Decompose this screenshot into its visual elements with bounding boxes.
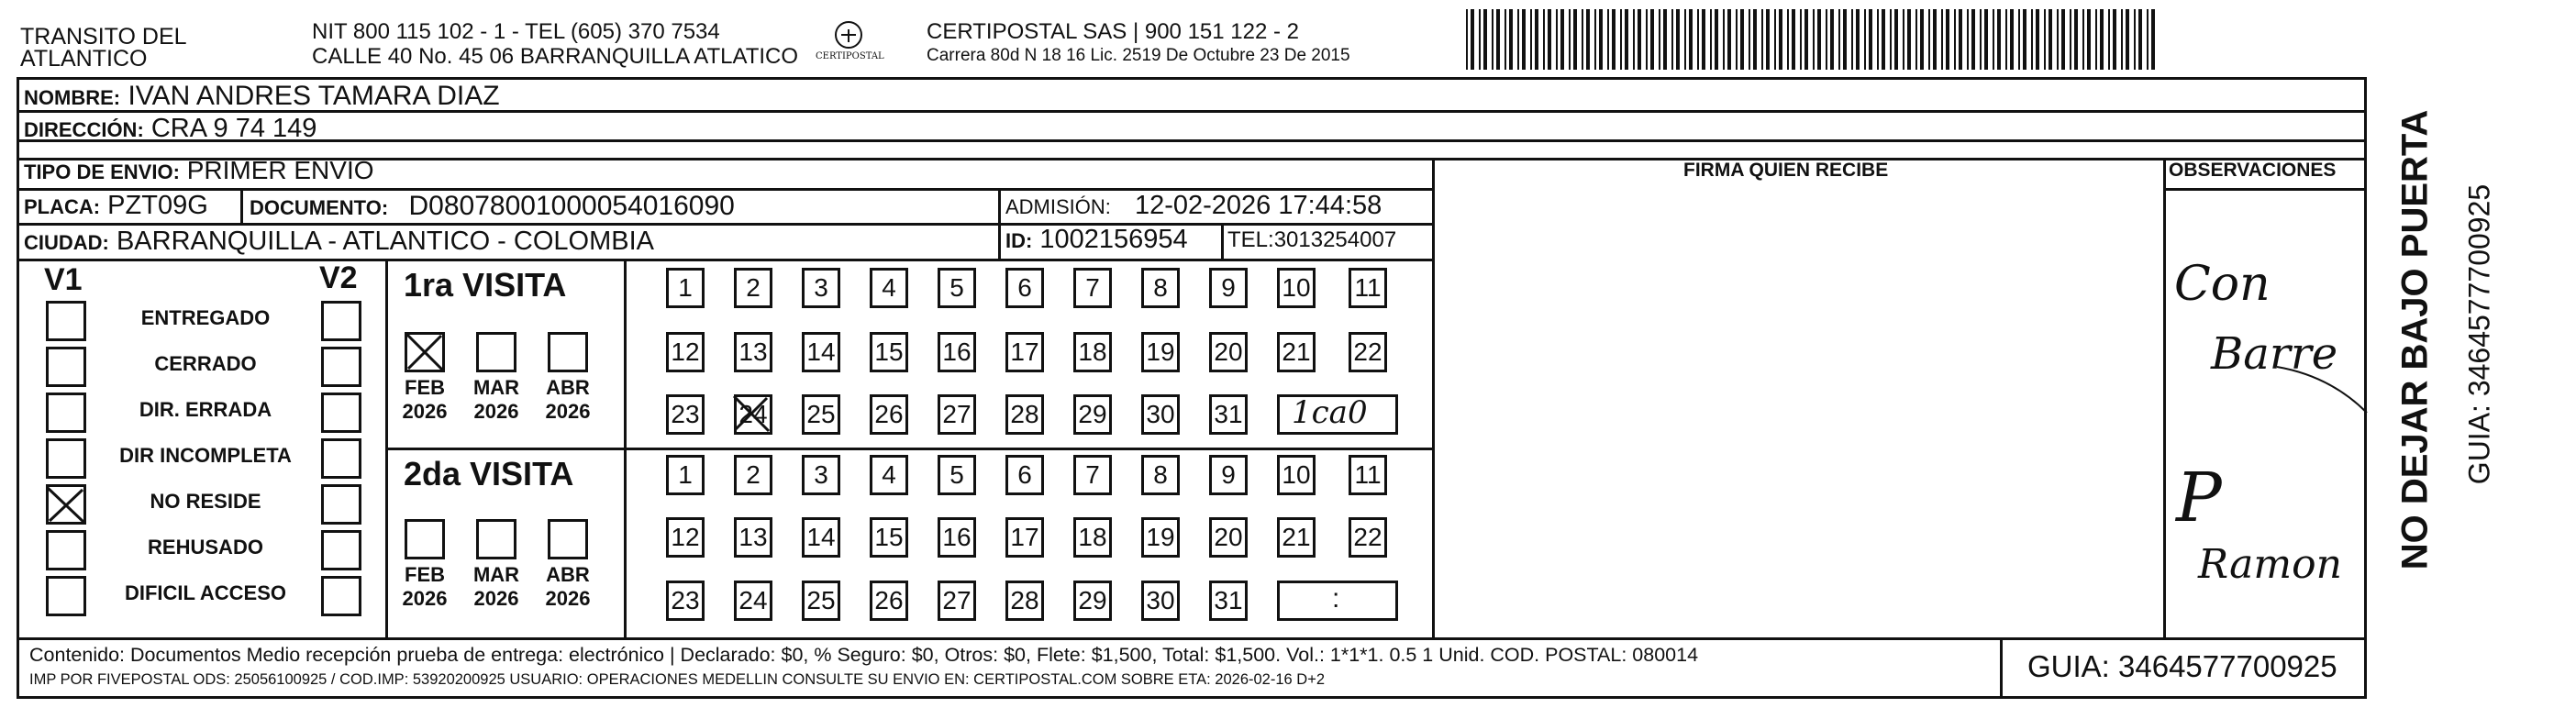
barcode-bar (1792, 9, 1795, 70)
barcode-bar (2036, 9, 2039, 70)
barcode-bar (2108, 9, 2110, 70)
barcode-bar (1851, 9, 1853, 70)
id-field (1005, 225, 1188, 255)
footer-contents: Contenido: Documentos Medio recepción prueba de entrega: electrónico | Declarado: $0, % Seguro: $0, Otros: $0, Flete: $1,500, Total: $1,500. Vol.: 1*1*1. 0.5 1 Unid. COD. POSTAL: 080014 (29, 644, 1699, 666)
visit1-day-box[interactable]: 24 (734, 394, 772, 435)
v1-checkbox[interactable] (46, 438, 86, 479)
barcode-bar (1954, 9, 1956, 70)
visit1-day-box[interactable]: 23 (666, 394, 705, 435)
visit1-day-box[interactable]: 15 (870, 332, 908, 372)
visit2-day-box[interactable]: 30 (1141, 581, 1180, 621)
visit2-day-box[interactable]: 31 (1209, 581, 1248, 621)
barcode-bar (1877, 9, 1879, 70)
barcode-bar (1594, 9, 1596, 70)
city-label: CIUDAD: (24, 231, 109, 254)
name-row (24, 81, 500, 112)
visit2-day-box[interactable]: 10 (1277, 455, 1316, 495)
v2-checkbox[interactable] (321, 438, 361, 479)
barcode-bar (1535, 9, 1538, 70)
barcode-bar (2126, 9, 2129, 70)
barcode-bar (2082, 9, 2084, 70)
v1-no-reside-check-mark (44, 484, 88, 526)
v1-header: V1 (44, 262, 83, 297)
v2-checkbox[interactable] (321, 301, 361, 341)
barcode-bar (2031, 9, 2033, 70)
tel-field (1227, 227, 1396, 253)
observation-handwriting-1: Con (2174, 257, 2271, 312)
barcode-bar (2134, 9, 2136, 70)
barcode-bar (1646, 9, 1648, 70)
barcode (1466, 9, 2163, 70)
visit2-month-checkbox[interactable] (548, 519, 588, 559)
visit1-month-label: ABR (546, 376, 590, 399)
visit1-feb-check-mark (403, 330, 447, 374)
barcode-bar (1543, 9, 1545, 70)
barcode-bar (1864, 9, 1866, 70)
visit2-day-box[interactable]: 8 (1141, 455, 1180, 495)
visit2-day-box[interactable]: 28 (1005, 581, 1044, 621)
barcode-bar (1869, 9, 1872, 70)
barcode-bar (1787, 9, 1789, 70)
visit1-day-box[interactable]: 3 (802, 268, 840, 308)
barcode-bar (1894, 9, 1898, 70)
barcode-bar (2018, 9, 2020, 70)
visit1-day-box[interactable]: 11 (1349, 268, 1387, 308)
barcode-bar (1967, 9, 1969, 70)
side-text (2371, 92, 2496, 624)
barcode-bar (1971, 9, 1975, 70)
visit1-day-box[interactable]: 12 (666, 332, 705, 372)
visit2-month-year: 2026 (473, 587, 519, 610)
visit2-day-box[interactable]: 14 (802, 517, 840, 558)
observation-handwriting-2: Barre (2211, 328, 2338, 380)
visit2-day-box[interactable]: 13 (734, 517, 772, 558)
barcode-bar (1761, 9, 1763, 70)
v1-checkbox[interactable] (46, 393, 86, 433)
barcode-bar (2121, 9, 2123, 70)
barcode-bar (2074, 9, 2078, 70)
barcode-bar (1826, 9, 1827, 70)
visit2-day-box[interactable]: 25 (802, 581, 840, 621)
visit1-day-box[interactable]: 19 (1141, 332, 1180, 372)
company-name-line1: TRANSITO DEL (20, 24, 187, 50)
type-row (24, 156, 374, 185)
visit1-month-label: FEB (405, 376, 445, 399)
visit1-month-year: 2026 (402, 400, 448, 423)
barcode-bar (1736, 9, 1738, 70)
visit2-day-box[interactable]: 24 (734, 581, 772, 621)
barcode-bar (2023, 9, 2026, 70)
barcode-bar (1573, 9, 1577, 70)
visit2-day-box[interactable]: 6 (1005, 455, 1044, 495)
barcode-bar (1941, 9, 1943, 70)
side-warning: NO DEJAR BAJO PUERTA (2394, 109, 2436, 570)
barcode-bar (1492, 9, 1493, 70)
observations-header: OBSERVACIONES (2169, 160, 2337, 181)
visit2-day-box[interactable]: 17 (1005, 517, 1044, 558)
barcode-bar (1928, 9, 1930, 70)
plate-value: PZT09G (107, 191, 208, 220)
barcode-bar (1569, 9, 1571, 70)
footer-imp: IMP POR FIVEPOSTAL ODS: 25056100925 / COD.IMP: 53920200925 USUARIO: OPERACIONES MEDELLIN CONSULTE SU ENVIO EN: CERTIPOSTAL.COM SOBRE ETA: 2026-02-16 D+2 (29, 671, 1326, 688)
barcode-bar (1620, 9, 1622, 70)
document-value: D08078001000054016090 (408, 191, 735, 221)
status-label: DIR INCOMPLETA (119, 444, 292, 467)
visit2-day-box[interactable]: 1 (666, 455, 705, 495)
barcode-bar (1993, 9, 1994, 70)
document-label: DOCUMENTO: (250, 196, 389, 219)
barcode-bar (1612, 9, 1616, 70)
visit2-day-box[interactable]: 20 (1209, 517, 1248, 558)
barcode-bar (1774, 9, 1776, 70)
barcode-bar (2057, 9, 2059, 70)
barcode-bar (1843, 9, 1847, 70)
barcode-bar (2113, 9, 2116, 70)
barcode-bar (1830, 9, 1834, 70)
barcode-bar (1560, 9, 1564, 70)
id-value: 1002156954 (1039, 225, 1188, 254)
status-label: ENTREGADO (140, 306, 271, 329)
barcode-bar (1903, 9, 1904, 70)
signature-header: FIRMA QUIEN RECIBE (1683, 160, 1889, 181)
barcode-bar (1882, 9, 1885, 70)
visit2-month-year: 2026 (402, 587, 448, 610)
barcode-bar (1920, 9, 1924, 70)
visit2-day-box[interactable]: 18 (1073, 517, 1112, 558)
barcode-bar (1548, 9, 1551, 70)
barcode-bar (1715, 9, 1718, 70)
barcode-bar (1505, 9, 1506, 70)
observation-handwriting-3: P (2176, 459, 2222, 537)
visit2-day-box[interactable]: 15 (870, 517, 908, 558)
barcode-bar (1638, 9, 1641, 70)
admission-label: ADMISIÓN: (1005, 195, 1111, 218)
v2-checkbox[interactable] (321, 484, 361, 525)
barcode-bar (1779, 9, 1782, 70)
name-value: IVAN ANDRES TAMARA DIAZ (128, 81, 500, 111)
visit2-month-checkbox[interactable] (476, 519, 516, 559)
barcode-bar (1766, 9, 1770, 70)
visit2-day-box[interactable]: 21 (1277, 517, 1316, 558)
barcode-bar (1689, 9, 1693, 70)
barcode-bar (1710, 9, 1712, 70)
barcode-bar (2070, 9, 2071, 70)
barcode-bar (1997, 9, 2001, 70)
v2-checkbox[interactable] (321, 393, 361, 433)
visit1-month-checkbox[interactable] (548, 332, 588, 372)
visit2-day-box[interactable]: 22 (1349, 517, 1387, 558)
v1-checkbox[interactable] (46, 347, 86, 387)
visit2-day-box[interactable]: 3 (802, 455, 840, 495)
visit1-day-box[interactable]: 9 (1209, 268, 1248, 308)
certipostal-logo-icon (812, 17, 885, 72)
id-label: ID: (1005, 229, 1033, 252)
visit1-month-year: 2026 (473, 400, 519, 423)
visit1-day-box[interactable]: 7 (1073, 268, 1112, 308)
admission-value: 12-02-2026 17:44:58 (1134, 191, 1382, 220)
visit1-day-24-check-mark (730, 393, 772, 435)
visit2-month-year: 2026 (545, 587, 591, 610)
city-value: BARRANQUILLA - ATLANTICO - COLOMBIA (116, 227, 654, 256)
visit1-day-box[interactable]: 14 (802, 332, 840, 372)
address-row (24, 114, 316, 144)
visit2-time-placeholder: : (1332, 583, 1340, 614)
barcode-bar (1933, 9, 1937, 70)
barcode-bar (2100, 9, 2104, 70)
barcode-bar (1800, 9, 1802, 70)
barcode-bar (1556, 9, 1558, 70)
visit2-day-box[interactable]: 7 (1073, 455, 1112, 495)
address-line: CALLE 40 No. 45 06 BARRANQUILLA ATLATICO (312, 44, 799, 69)
visit2-month-label: MAR (472, 563, 520, 586)
address-label: DIRECCIÓN: (24, 118, 144, 141)
visit1-day-box[interactable]: 18 (1073, 332, 1112, 372)
barcode-bar (2010, 9, 2014, 70)
barcode-bar (1671, 9, 1673, 70)
barcode-bar (1856, 9, 1860, 70)
barcode-bar (1625, 9, 1628, 70)
status-label: REHUSADO (148, 536, 263, 559)
visit2-day-box[interactable]: 26 (870, 581, 908, 621)
visit2-month-label: FEB (405, 563, 445, 586)
barcode-bar (2147, 9, 2149, 70)
visit1-day-box[interactable]: 29 (1073, 394, 1112, 435)
type-label: TIPO DE ENVIO: (24, 160, 180, 183)
barcode-bar (1753, 9, 1757, 70)
type-value: PRIMER ENVIO (186, 156, 374, 184)
barcode-bar (1633, 9, 1635, 70)
barcode-bar (1723, 9, 1725, 70)
barcode-bar (1804, 9, 1808, 70)
barcode-bar (1676, 9, 1680, 70)
visit1-month-label: MAR (472, 376, 520, 399)
barcode-bar (1980, 9, 1982, 70)
tel-value: 3013254007 (1273, 227, 1397, 252)
barcode-bar (2151, 9, 2155, 70)
barcode-bar (2138, 9, 2142, 70)
certipostal-logo (812, 17, 885, 72)
visit2-title: 2da VISITA (404, 455, 574, 492)
v2-checkbox[interactable] (321, 347, 361, 387)
visit2-day-box[interactable]: 9 (1209, 455, 1248, 495)
barcode-bar (1522, 9, 1526, 70)
visit1-month-year: 2026 (545, 400, 591, 423)
barcode-bar (1702, 9, 1705, 70)
barcode-bar (1817, 9, 1821, 70)
visit2-day-box[interactable]: 12 (666, 517, 705, 558)
barcode-bar (1727, 9, 1731, 70)
name-label: NOMBRE: (24, 86, 121, 109)
visit2-day-box[interactable]: 16 (938, 517, 976, 558)
courier-line2: Carrera 80d N 18 16 Lic. 2519 De Octubre 23 De 2015 (927, 46, 1350, 65)
observation-scribble-line (2275, 330, 2376, 422)
barcode-bar (1586, 9, 1590, 70)
visit1-day-box[interactable]: 25 (802, 394, 840, 435)
visit1-month-checkbox[interactable] (476, 332, 516, 372)
visit2-day-box[interactable]: 27 (938, 581, 976, 621)
barcode-bar (1890, 9, 1892, 70)
barcode-bar (1740, 9, 1744, 70)
visit1-time-handwritten: 1ca0 (1292, 394, 1368, 431)
barcode-bar (2061, 9, 2065, 70)
visit2-day-box[interactable]: 11 (1349, 455, 1387, 495)
visit1-title: 1ra VISITA (404, 266, 567, 304)
barcode-bar (1663, 9, 1667, 70)
visit1-day-box[interactable]: 31 (1209, 394, 1248, 435)
observation-handwriting-4: Ramon (2198, 541, 2342, 588)
barcode-bar (2087, 9, 2091, 70)
visit1-day-box[interactable]: 22 (1349, 332, 1387, 372)
barcode-bar (1530, 9, 1532, 70)
barcode-bar (1697, 9, 1699, 70)
plate-field (24, 191, 208, 221)
barcode-bar (1684, 9, 1686, 70)
visit1-day-box[interactable]: 30 (1141, 394, 1180, 435)
barcode-bar (1599, 9, 1603, 70)
visit1-day-box[interactable]: 27 (938, 394, 976, 435)
company-name-line2: ATLANTICO (20, 46, 148, 72)
logo-text: CERTIPOSTAL (816, 51, 884, 61)
barcode-bar (2095, 9, 2097, 70)
visit1-day-box[interactable]: 17 (1005, 332, 1044, 372)
visit2-day-box[interactable]: 4 (870, 455, 908, 495)
visit1-day-box[interactable]: 21 (1277, 332, 1316, 372)
visit1-day-box[interactable]: 26 (870, 394, 908, 435)
courier-line1: CERTIPOSTAL SAS | 900 151 122 - 2 (927, 19, 1299, 44)
barcode-bar (1984, 9, 1988, 70)
city-field (24, 227, 654, 257)
address-value: CRA 9 74 149 (150, 114, 317, 143)
nit-line: NIT 800 115 102 - 1 - TEL (605) 370 7534 (312, 19, 720, 44)
visit2-day-box[interactable]: 19 (1141, 517, 1180, 558)
status-label: DIFICIL ACCESO (124, 581, 286, 604)
visit2-day-box[interactable]: 23 (666, 581, 705, 621)
barcode-bar (1659, 9, 1660, 70)
visit2-day-box[interactable]: 29 (1073, 581, 1112, 621)
barcode-bar (2049, 9, 2052, 70)
footer-guide: GUIA: 3464577700925 (2027, 649, 2337, 683)
barcode-bar (1466, 9, 1468, 70)
v2-header: V2 (319, 260, 358, 295)
plate-label: PLACA: (24, 195, 101, 218)
barcode-bar (1915, 9, 1917, 70)
barcode-bar (1509, 9, 1513, 70)
document-field (250, 191, 735, 222)
barcode-bar (1838, 9, 1840, 70)
visit1-day-box[interactable]: 6 (1005, 268, 1044, 308)
barcode-bar (1650, 9, 1654, 70)
visit2-day-box[interactable]: 2 (734, 455, 772, 495)
visit1-day-box[interactable]: 1 (666, 268, 705, 308)
barcode-bar (1479, 9, 1481, 70)
barcode-bar (1946, 9, 1949, 70)
status-label: DIR. ERRADA (139, 398, 272, 421)
v1-checkbox[interactable] (46, 530, 86, 570)
barcode-bar (2005, 9, 2007, 70)
visit1-day-box[interactable]: 16 (938, 332, 976, 372)
visit1-day-box[interactable]: 4 (870, 268, 908, 308)
barcode-bar (1907, 9, 1911, 70)
barcode-bar (1471, 9, 1474, 70)
barcode-bar (1607, 9, 1609, 70)
barcode-bar (1483, 9, 1487, 70)
visit1-day-box[interactable]: 2 (734, 268, 772, 308)
visit1-day-box[interactable]: 28 (1005, 394, 1044, 435)
status-label: NO RESIDE (150, 490, 261, 513)
barcode-bar (1813, 9, 1815, 70)
barcode-bar (1582, 9, 1583, 70)
tel-label: TEL: (1227, 227, 1274, 252)
side-guide: GUIA: 3464577700925 (2462, 183, 2496, 485)
visit1-day-box[interactable]: 5 (938, 268, 976, 308)
v2-checkbox[interactable] (321, 576, 361, 616)
visit1-day-box[interactable]: 13 (734, 332, 772, 372)
barcode-bar (1517, 9, 1519, 70)
barcode-bar (1496, 9, 1500, 70)
visit2-month-label: ABR (546, 563, 590, 586)
visit2-day-box[interactable]: 5 (938, 455, 976, 495)
v1-checkbox[interactable] (46, 301, 86, 341)
visit2-month-checkbox[interactable] (405, 519, 445, 559)
visit1-day-box[interactable]: 20 (1209, 332, 1248, 372)
barcode-bar (1749, 9, 1750, 70)
barcode-bar (2044, 9, 2046, 70)
v2-checkbox[interactable] (321, 530, 361, 570)
admission-field (1005, 191, 1382, 221)
v1-checkbox[interactable] (46, 576, 86, 616)
barcode-bar (1959, 9, 1962, 70)
status-label: CERRADO (154, 352, 257, 375)
visit1-day-box[interactable]: 8 (1141, 268, 1180, 308)
visit1-day-box[interactable]: 10 (1277, 268, 1316, 308)
